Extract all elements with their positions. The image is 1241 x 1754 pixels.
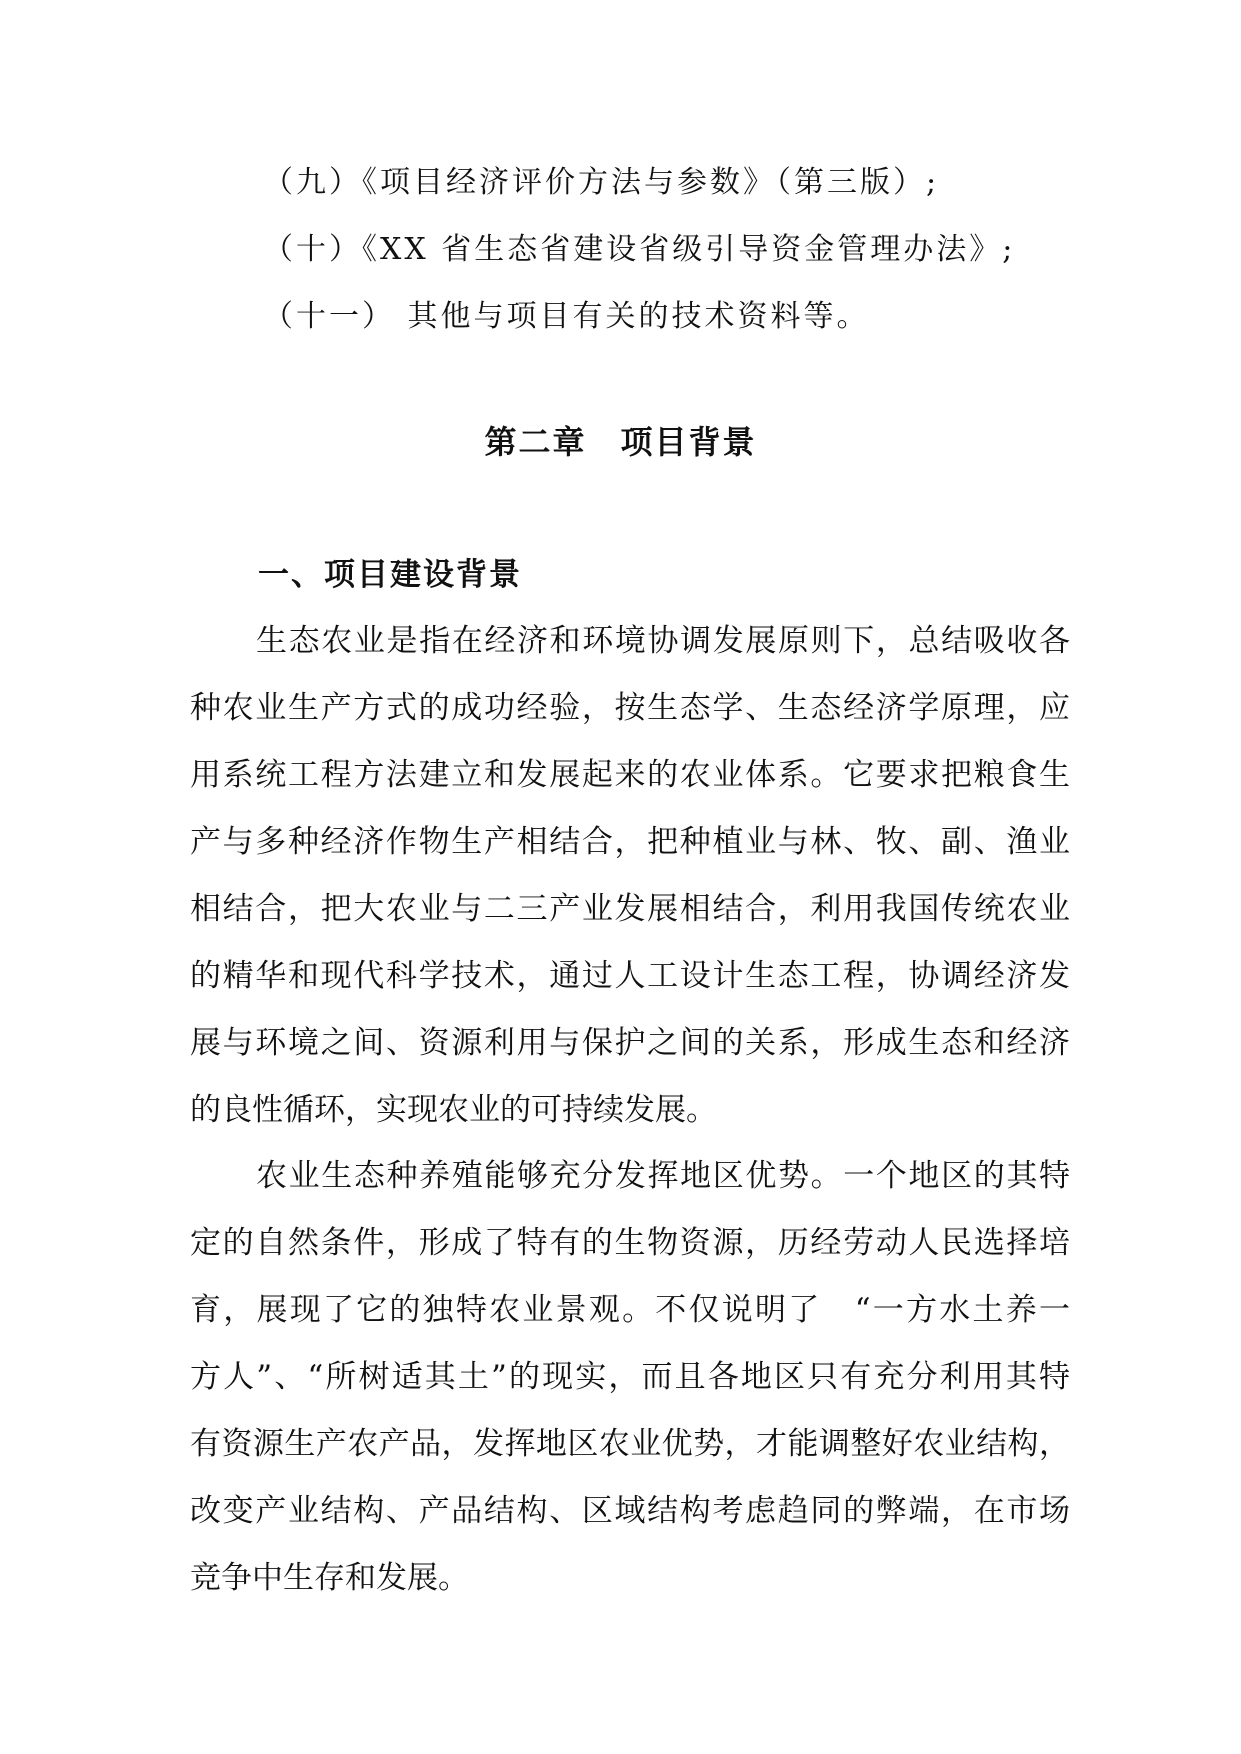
- paragraph-line: 竞争中生存和发展。: [190, 1560, 469, 1596]
- paragraph-line: 种农业生产方式的成功经验，按生态学、生态经济学原理，应: [190, 690, 1070, 726]
- chapter-title: 第二章 项目背景: [484, 423, 757, 461]
- paragraph-ecological-agriculture: [190, 608, 1070, 1144]
- paragraph-line: 用系统工程方法建立和发展起来的农业体系。它要求把粮食生: [190, 757, 1070, 793]
- reference-item-11: （十一） 其他与项目有关的技术资料等。: [263, 299, 870, 334]
- paragraph-line: 农业生态种养殖能够充分发挥地区优势。一个地区的其特: [256, 1158, 1070, 1194]
- paragraph-line: 产与多种经济作物生产相结合，把种植业与林、牧、副、渔业: [190, 824, 1070, 860]
- paragraph-line: 有资源生产农产品，发挥地区农业优势，才能调整好农业结构，: [190, 1426, 1070, 1462]
- paragraph-line: 方人”、“所树适其土”的现实，而且各地区只有充分利用其特: [190, 1359, 1070, 1395]
- paragraph-regional-advantage: [190, 1143, 1070, 1612]
- reference-item-10: （十）《XX 省生态省建设省级引导资金管理办法》;: [263, 232, 1016, 267]
- section-heading: 一、项目建设背景: [258, 557, 522, 593]
- reference-item-9: （九）《项目经济评价方法与参数》（第三版）;: [263, 165, 940, 200]
- paragraph-line: 的良性循环，实现农业的可持续发展。: [190, 1092, 717, 1128]
- paragraph-line: 改变产业结构、产品结构、区域结构考虑趋同的弊端，在市场: [190, 1493, 1070, 1529]
- paragraph-line: 定的自然条件，形成了特有的生物资源，历经劳动人民选择培: [190, 1225, 1070, 1261]
- paragraph-line: 展与环境之间、资源利用与保护之间的关系，形成生态和经济: [190, 1025, 1070, 1061]
- paragraph-line: 生态农业是指在经济和环境协调发展原则下，总结吸收各: [256, 623, 1070, 659]
- paragraph-line: 相结合，把大农业与二三产业发展相结合，利用我国传统农业: [190, 891, 1070, 927]
- paragraph-line: 的精华和现代科学技术，通过人工设计生态工程，协调经济发: [190, 958, 1070, 994]
- paragraph-line: 育，展现了它的独特农业景观。不仅说明了 “一方水土养一: [190, 1292, 1070, 1328]
